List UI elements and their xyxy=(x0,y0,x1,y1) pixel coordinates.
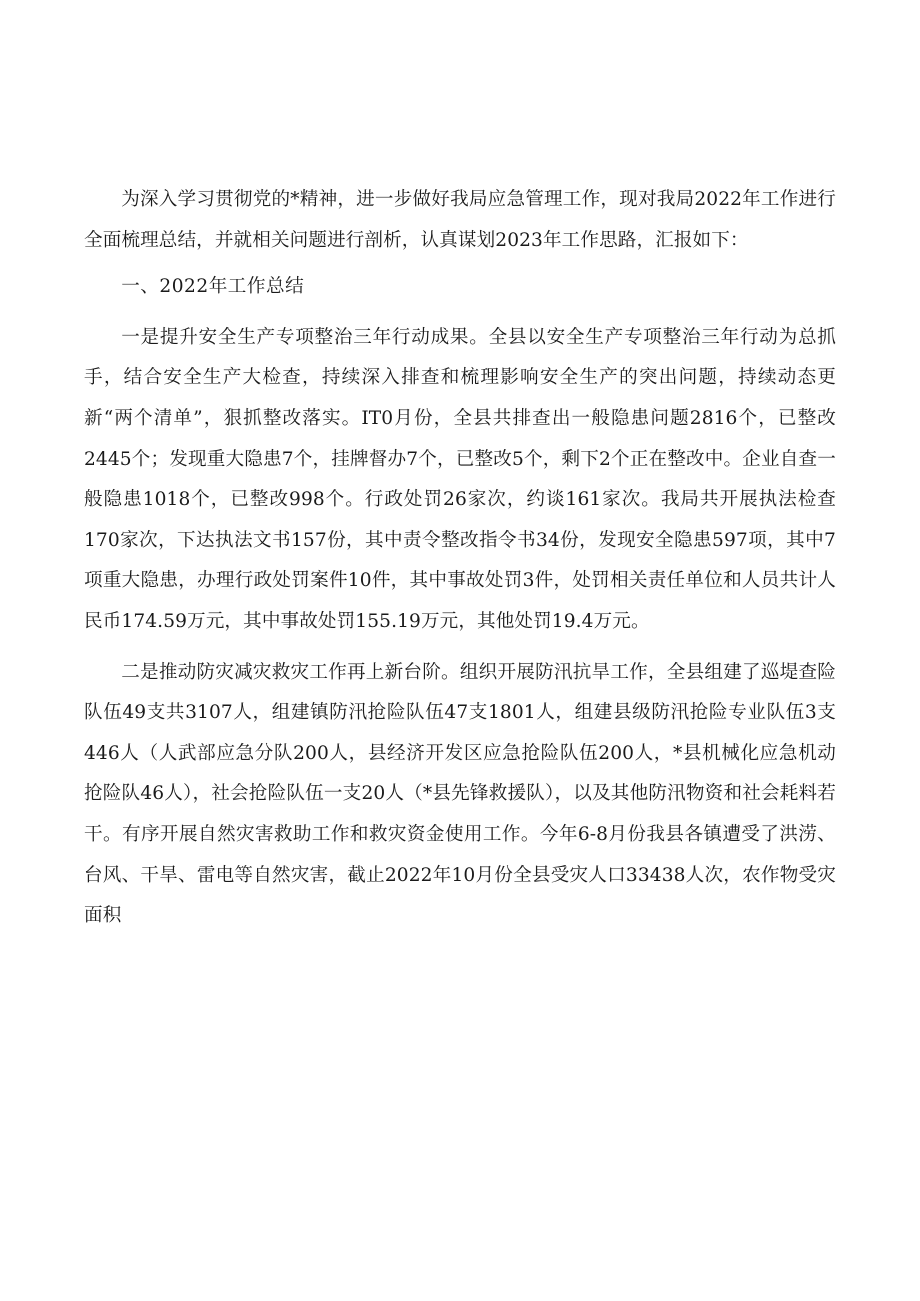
document-page xyxy=(84,180,836,937)
section-heading: 一、2022年工作总结 xyxy=(121,276,305,298)
body-paragraph-2: 二是推动防灾减灾救灾工作再上新台阶。组织开展防汛抗旱工作，全县组建了巡堤查险队伍49支共3107人，组建镇防汛抢险队伍47支1801人，组建县级防汛抢险专业队伍3支446人（人武部应急分队200人，县经济开发区应急抢险队伍200人，*县机械化应急机动抢险队46人），社会抢险队伍一支20人（*县先锋救援队），以及其他防汛物资和社会耗料若干。有序开展自然灾害救助工作和救灾资金使用工作。今年6-8月份我县各镇遭受了洪涝、台风、干旱、雷电等自然灾害，截止2022年10月份全县受灾人口33438人次，农作物受灾面积 xyxy=(84,661,836,927)
intro-paragraph: 为深入学习贯彻党的*精神，进一步做好我局应急管理工作，现对我局2022年工作进行全面梳理总结，并就相关问题进行剖析，认真谋划2023年工作思路，汇报如下： xyxy=(84,189,836,251)
body-paragraph-1: 一是提升安全生产专项整治三年行动成果。全县以安全生产专项整治三年行动为总抓手，结合安全生产大检查，持续深入排查和梳理影响安全生产的突出问题，持续动态更新“两个清单”，狠抓整改落实。IT0月份，全县共排查出一般隐患问题2816个，已整改2445个；发现重大隐患7个，挂牌督办7个，已整改5个，剩下2个正在整改中。企业自查一般隐患1018个，已整改998个。行政处罚26家次，约谈161家次。我局共开展执法检查170家次，下达执法文书157份，其中责令整改指令书34份，发现安全隐患597项，其中7项重大隐患，办理行政处罚案件10件，其中事故处罚3件，处罚相关责任单位和人员共计人民币174.59万元，其中事故处罚155.19万元，其他处罚19.4万元。 xyxy=(84,326,836,632)
